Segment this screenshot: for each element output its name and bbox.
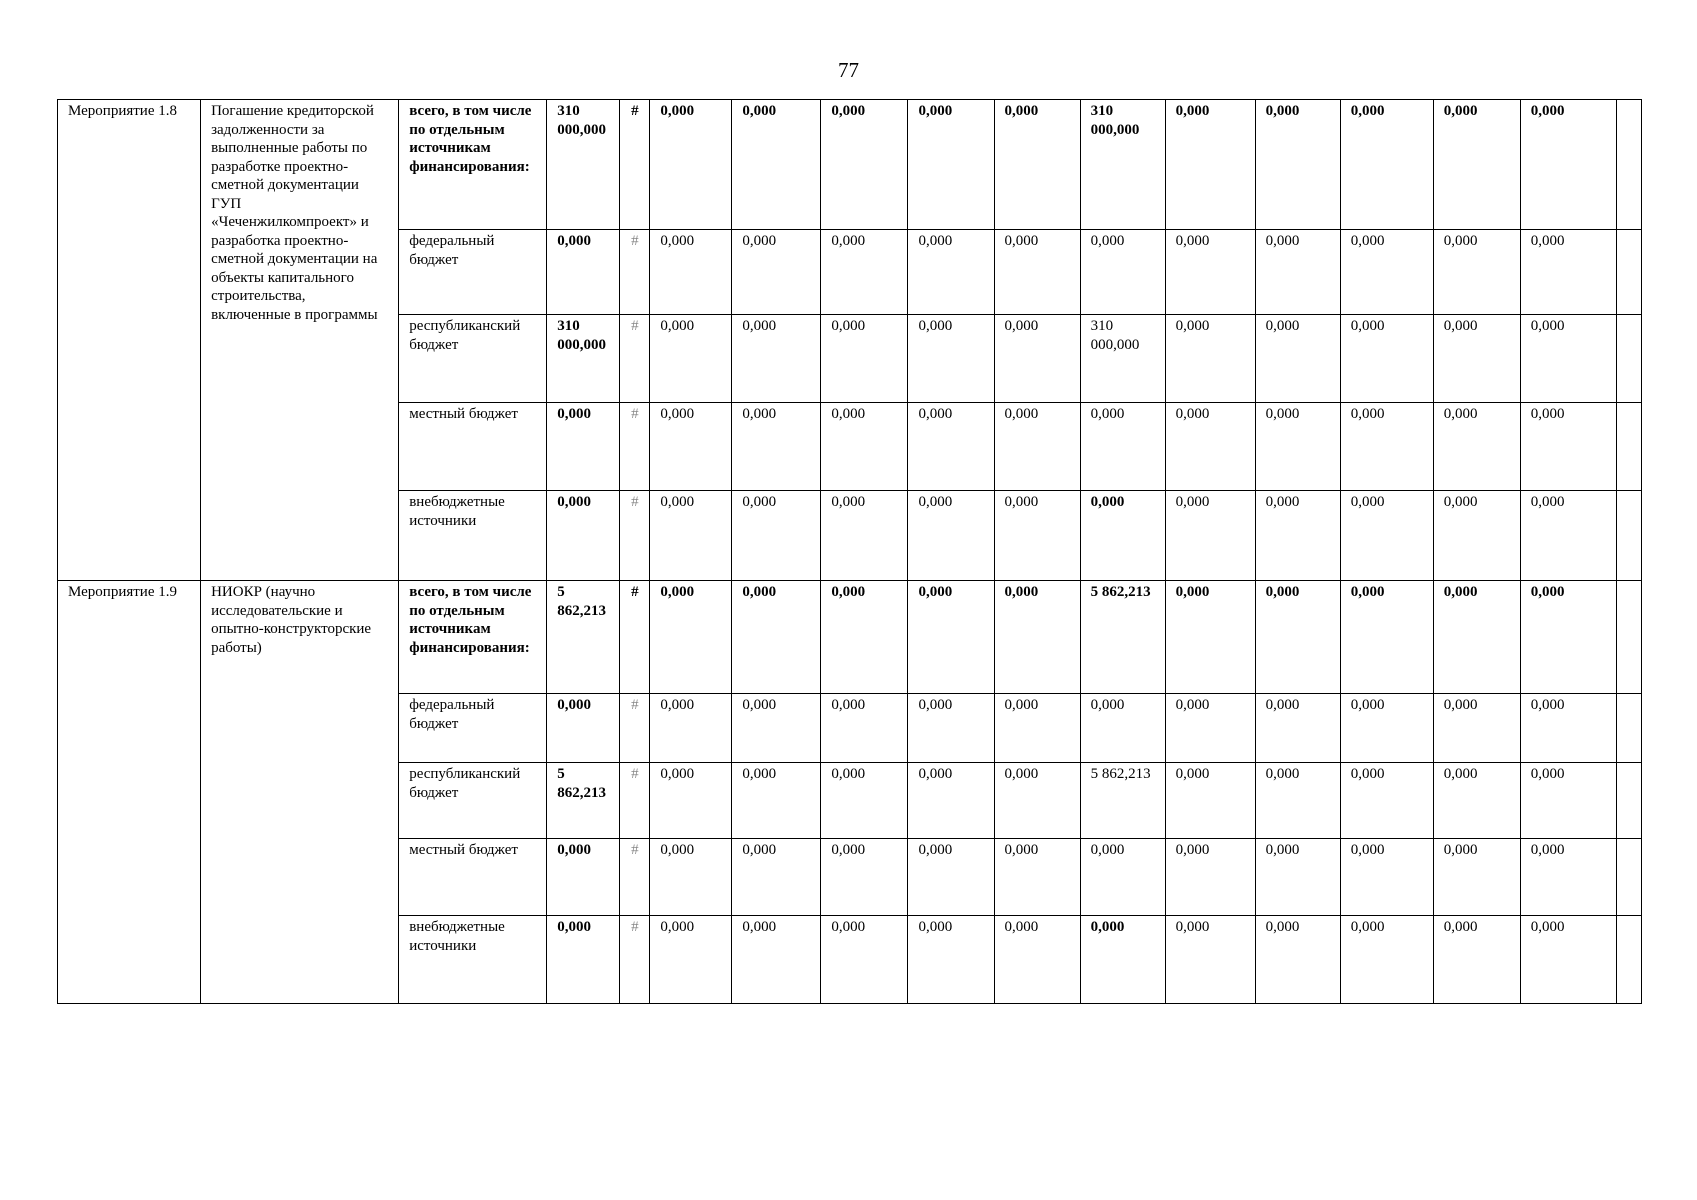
value-cell: 0,000 <box>1165 403 1255 491</box>
overflow-marker: # <box>620 403 650 491</box>
value-cell: 0,000 <box>821 491 908 581</box>
overflow-marker: # <box>620 230 650 315</box>
overflow-marker: # <box>620 694 650 763</box>
value-cell: 0,000 <box>1165 315 1255 403</box>
source-label: федеральный бюджет <box>399 694 547 763</box>
value-cell: 0,000 <box>1520 315 1616 403</box>
value-cell: 0,000 <box>821 403 908 491</box>
value-cell: 0,000 <box>1080 694 1165 763</box>
value-cell: 0,000 <box>821 230 908 315</box>
value-cell: 0,000 <box>821 315 908 403</box>
overflow-marker: # <box>620 491 650 581</box>
total-value: 0,000 <box>547 916 620 1004</box>
value-cell: 0,000 <box>1433 839 1520 916</box>
empty-cell <box>1616 491 1641 581</box>
value-cell: 0,000 <box>1165 230 1255 315</box>
overflow-marker: # <box>620 839 650 916</box>
value-cell: 0,000 <box>1520 916 1616 1004</box>
value-cell: 0,000 <box>1255 100 1340 230</box>
value-cell: 0,000 <box>994 403 1080 491</box>
source-label: внебюджетные источники <box>399 916 547 1004</box>
source-label: местный бюджет <box>399 403 547 491</box>
value-cell: 0,000 <box>1255 315 1340 403</box>
total-value: 5 862,213 <box>547 763 620 839</box>
value-cell: 0,000 <box>1080 916 1165 1004</box>
value-cell: 0,000 <box>650 839 732 916</box>
table-row <box>58 100 1642 230</box>
value-cell: 0,000 <box>994 230 1080 315</box>
value-cell: 0,000 <box>1520 581 1616 694</box>
value-cell: 0,000 <box>1433 916 1520 1004</box>
value-cell: 0,000 <box>1433 100 1520 230</box>
value-cell: 0,000 <box>650 100 732 230</box>
value-cell: 0,000 <box>1165 839 1255 916</box>
value-cell: 310 000,000 <box>1080 100 1165 230</box>
value-cell: 0,000 <box>908 916 994 1004</box>
value-cell: 0,000 <box>1165 581 1255 694</box>
value-cell: 5 862,213 <box>1080 581 1165 694</box>
event-cell: Мероприятие 1.9 <box>58 581 201 1004</box>
value-cell: 0,000 <box>650 491 732 581</box>
value-cell: 0,000 <box>1433 581 1520 694</box>
value-cell: 0,000 <box>732 581 821 694</box>
value-cell: 0,000 <box>1433 315 1520 403</box>
value-cell: 0,000 <box>908 230 994 315</box>
value-cell: 0,000 <box>1520 839 1616 916</box>
value-cell: 0,000 <box>821 763 908 839</box>
value-cell: 0,000 <box>1340 763 1433 839</box>
total-value: 0,000 <box>547 694 620 763</box>
source-label: республиканский бюджет <box>399 315 547 403</box>
value-cell: 0,000 <box>1255 694 1340 763</box>
source-label: местный бюджет <box>399 839 547 916</box>
value-cell: 0,000 <box>732 839 821 916</box>
overflow-marker: # <box>620 581 650 694</box>
value-cell: 0,000 <box>1433 694 1520 763</box>
value-cell: 0,000 <box>1165 916 1255 1004</box>
value-cell: 0,000 <box>650 916 732 1004</box>
source-label: всего, в том числе по отдельным источникам финансирования: <box>399 100 547 230</box>
overflow-marker: # <box>620 916 650 1004</box>
value-cell: 0,000 <box>650 230 732 315</box>
page-number: 77 <box>838 58 859 82</box>
event-description: НИОКР (научно исследовательские и опытно-конструкторские работы) <box>201 581 399 1004</box>
value-cell: 0,000 <box>908 403 994 491</box>
value-cell: 0,000 <box>650 694 732 763</box>
value-cell: 0,000 <box>1520 491 1616 581</box>
value-cell: 0,000 <box>1520 100 1616 230</box>
value-cell: 0,000 <box>1080 491 1165 581</box>
value-cell: 0,000 <box>821 581 908 694</box>
value-cell: 0,000 <box>908 100 994 230</box>
value-cell: 0,000 <box>1433 491 1520 581</box>
value-cell: 0,000 <box>994 916 1080 1004</box>
value-cell: 0,000 <box>1165 763 1255 839</box>
value-cell: 0,000 <box>1080 839 1165 916</box>
value-cell: 0,000 <box>994 694 1080 763</box>
empty-cell <box>1616 230 1641 315</box>
value-cell: 0,000 <box>1080 403 1165 491</box>
value-cell: 0,000 <box>1520 230 1616 315</box>
value-cell: 0,000 <box>821 100 908 230</box>
value-cell: 0,000 <box>1520 403 1616 491</box>
value-cell: 0,000 <box>1255 581 1340 694</box>
overflow-marker: # <box>620 315 650 403</box>
table-row <box>58 581 1642 694</box>
value-cell: 310 000,000 <box>1080 315 1165 403</box>
event-cell: Мероприятие 1.8 <box>58 100 201 581</box>
value-cell: 0,000 <box>908 491 994 581</box>
value-cell: 0,000 <box>732 491 821 581</box>
empty-cell <box>1616 839 1641 916</box>
value-cell: 0,000 <box>821 694 908 763</box>
total-value: 310 000,000 <box>547 315 620 403</box>
value-cell: 0,000 <box>1433 763 1520 839</box>
value-cell: 0,000 <box>908 763 994 839</box>
total-value: 0,000 <box>547 403 620 491</box>
empty-cell <box>1616 763 1641 839</box>
overflow-marker: # <box>620 100 650 230</box>
value-cell: 0,000 <box>994 581 1080 694</box>
value-cell: 0,000 <box>1255 916 1340 1004</box>
value-cell: 0,000 <box>732 763 821 839</box>
empty-cell <box>1616 916 1641 1004</box>
budget-table <box>57 99 1642 1004</box>
value-cell: 0,000 <box>908 839 994 916</box>
value-cell: 0,000 <box>1255 763 1340 839</box>
value-cell: 0,000 <box>908 315 994 403</box>
total-value: 0,000 <box>547 491 620 581</box>
value-cell: 0,000 <box>1255 491 1340 581</box>
total-value: 0,000 <box>547 839 620 916</box>
value-cell: 0,000 <box>1340 230 1433 315</box>
value-cell: 0,000 <box>821 839 908 916</box>
value-cell: 0,000 <box>1520 694 1616 763</box>
total-value: 0,000 <box>547 230 620 315</box>
empty-cell <box>1616 581 1641 694</box>
source-label: республиканский бюджет <box>399 763 547 839</box>
value-cell: 0,000 <box>994 491 1080 581</box>
value-cell: 0,000 <box>1520 763 1616 839</box>
value-cell: 0,000 <box>650 581 732 694</box>
value-cell: 0,000 <box>1433 403 1520 491</box>
value-cell: 0,000 <box>732 916 821 1004</box>
value-cell: 0,000 <box>732 403 821 491</box>
empty-cell <box>1616 315 1641 403</box>
value-cell: 0,000 <box>1340 839 1433 916</box>
value-cell: 0,000 <box>908 694 994 763</box>
value-cell: 0,000 <box>732 315 821 403</box>
value-cell: 0,000 <box>1165 100 1255 230</box>
value-cell: 0,000 <box>821 916 908 1004</box>
value-cell: 5 862,213 <box>1080 763 1165 839</box>
source-label: всего, в том числе по отдельным источникам финансирования: <box>399 581 547 694</box>
value-cell: 0,000 <box>650 763 732 839</box>
value-cell: 0,000 <box>650 315 732 403</box>
value-cell: 0,000 <box>1340 403 1433 491</box>
value-cell: 0,000 <box>1255 839 1340 916</box>
value-cell: 0,000 <box>650 403 732 491</box>
overflow-marker: # <box>620 763 650 839</box>
total-value: 5 862,213 <box>547 581 620 694</box>
value-cell: 0,000 <box>994 315 1080 403</box>
value-cell: 0,000 <box>1340 100 1433 230</box>
value-cell: 0,000 <box>1340 581 1433 694</box>
value-cell: 0,000 <box>1165 491 1255 581</box>
value-cell: 0,000 <box>994 100 1080 230</box>
value-cell: 0,000 <box>1340 491 1433 581</box>
value-cell: 0,000 <box>1340 916 1433 1004</box>
value-cell: 0,000 <box>732 100 821 230</box>
value-cell: 0,000 <box>908 581 994 694</box>
value-cell: 0,000 <box>1080 230 1165 315</box>
value-cell: 0,000 <box>1165 694 1255 763</box>
value-cell: 0,000 <box>1340 315 1433 403</box>
empty-cell <box>1616 694 1641 763</box>
value-cell: 0,000 <box>994 763 1080 839</box>
value-cell: 0,000 <box>1255 403 1340 491</box>
value-cell: 0,000 <box>1433 230 1520 315</box>
total-value: 310 000,000 <box>547 100 620 230</box>
value-cell: 0,000 <box>994 839 1080 916</box>
source-label: федеральный бюджет <box>399 230 547 315</box>
event-description: Погашение кредиторской задолженности за выполненные работы по разработке проектно-сметной документации ГУП «Чеченжилкомпроект» и разработка проектно-сметной документации на объекты капитального строительства, включенные в программы <box>201 100 399 581</box>
value-cell: 0,000 <box>732 694 821 763</box>
value-cell: 0,000 <box>1255 230 1340 315</box>
empty-cell <box>1616 100 1641 230</box>
source-label: внебюджетные источники <box>399 491 547 581</box>
value-cell: 0,000 <box>1340 694 1433 763</box>
value-cell: 0,000 <box>732 230 821 315</box>
empty-cell <box>1616 403 1641 491</box>
